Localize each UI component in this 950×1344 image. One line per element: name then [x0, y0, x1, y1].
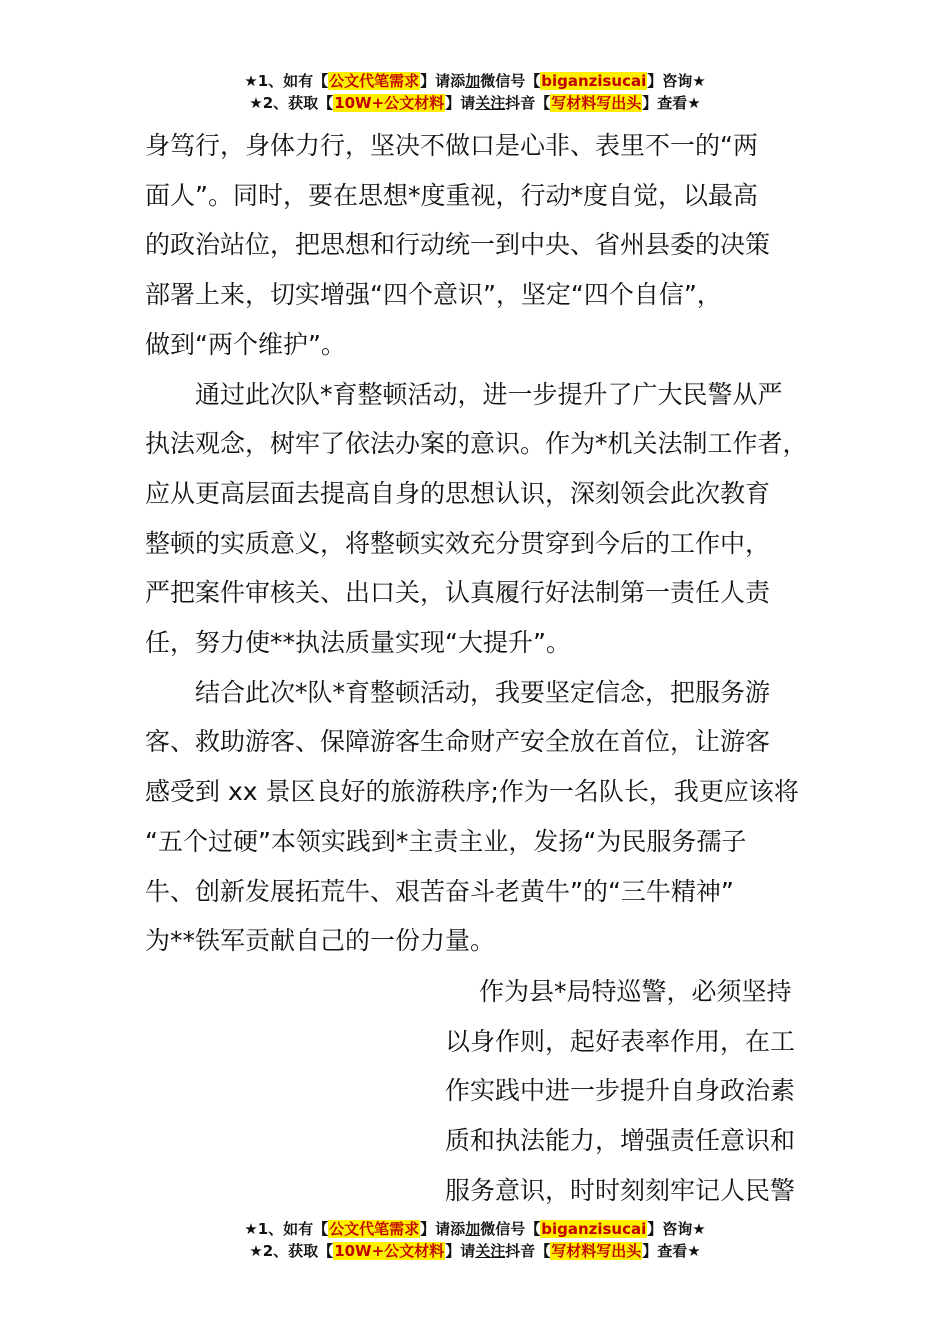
text-line: 结合此次*队*育整顿活动，我要坚定信念，把服务游 — [145, 677, 771, 707]
text-line: 面人”。同时，要在思想*度重视，行动*度自觉，以最高 — [145, 180, 758, 210]
banner-line-2 — [0, 92, 950, 114]
paragraph-3 — [145, 668, 835, 966]
banner-line-1 — [0, 70, 950, 92]
banner-underlined-text: 加 — [465, 1220, 481, 1238]
paragraph-2 — [145, 370, 835, 668]
text-line: 通过此次队*育整顿活动，进一步提升了广大民警从严 — [145, 379, 783, 409]
text-line: 应从更高层面去提高自身的思想认识，深刻领会此次教育 — [145, 478, 771, 508]
banner-highlight-wechat-id: biganzisucai — [541, 72, 647, 90]
banner-highlight-ghostwriting: 公文代笔需求 — [329, 1220, 420, 1238]
banner-text: ★2、获取【 — [249, 94, 334, 112]
top-banner — [0, 70, 950, 114]
banner-highlight-materials: 10W+公文材料 — [334, 94, 445, 112]
text-line: 以身作则，起好表率作用，在工 — [445, 1026, 796, 1056]
text-line: 作实践中进一步提升自身政治素 — [445, 1076, 796, 1106]
text-line: 执法观念，树牢了依法办案的意识。作为*机关法制工作者， — [145, 429, 808, 459]
banner-line-1 — [0, 1218, 950, 1240]
text-line: 做到“两个维护”。 — [145, 329, 346, 359]
banner-highlight-wechat-id: biganzisucai — [541, 1220, 647, 1238]
banner-text: 微信号【 — [480, 72, 541, 90]
banner-highlight-douyin: 写材料写出头 — [551, 1242, 642, 1260]
banner-text: 】咨询★ — [647, 72, 706, 90]
banner-text: 】查看★ — [642, 1242, 701, 1260]
banner-underlined-text: 加 — [465, 72, 481, 90]
banner-text: 】请添 — [420, 72, 466, 90]
banner-text: ★1、如有【 — [244, 72, 329, 90]
bottom-banner — [0, 1218, 950, 1262]
text-line: 客、救助游客、保障游客生命财产安全放在首位，让游客 — [145, 727, 771, 757]
text-line: 部署上来，切实增强“四个意识”，坚定“四个自信”， — [145, 280, 722, 310]
text-line: 作为县*局特巡警，必须坚持 — [479, 977, 792, 1006]
banner-highlight-ghostwriting: 公文代笔需求 — [329, 72, 420, 90]
banner-highlight-materials: 10W+公文材料 — [334, 1242, 445, 1260]
banner-text: 抖音【 — [505, 1242, 551, 1260]
indented-paragraph — [445, 967, 825, 1216]
paragraph-1 — [145, 121, 835, 370]
text-line: 牛、创新发展拓荒牛、艰苦奋斗老黄牛”的“三牛精神” — [145, 876, 734, 906]
banner-text: ★1、如有【 — [244, 1220, 329, 1238]
banner-text: ★2、获取【 — [249, 1242, 334, 1260]
banner-text: 】请 — [445, 94, 476, 112]
banner-text: 】咨询★ — [647, 1220, 706, 1238]
banner-underlined-text: 关注 — [475, 94, 506, 112]
text-line: 为**铁军贡献自己的一份力量。 — [145, 926, 496, 956]
text-line: 身笃行，身体力行，坚决不做口是心非、表里不一的“两 — [145, 131, 758, 160]
banner-line-2 — [0, 1240, 950, 1262]
banner-text: 】查看★ — [642, 94, 701, 112]
text-line: “五个过硬”本领实践到*主责主业，发扬“为民服务孺子 — [145, 826, 747, 856]
text-line: 任，努力使**执法质量实现“大提升”。 — [145, 628, 571, 658]
banner-highlight-douyin: 写材料写出头 — [551, 94, 642, 112]
text-line: 服务意识，时时刻刻牢记人民警 — [445, 1175, 796, 1205]
text-line: 整顿的实质意义，将整顿实效充分贯穿到今后的工作中， — [145, 528, 771, 558]
banner-text: 抖音【 — [505, 94, 551, 112]
text-line: 感受到 xx 景区良好的旅游秩序;作为一名队长，我更应该将 — [145, 777, 799, 807]
banner-underlined-text: 关注 — [475, 1242, 506, 1260]
text-line: 的政治站位，把思想和行动统一到中央、省州县委的决策 — [145, 230, 771, 260]
banner-text: 】请添 — [420, 1220, 466, 1238]
banner-text: 微信号【 — [480, 1220, 541, 1238]
document-body — [145, 121, 835, 966]
banner-text: 】请 — [445, 1242, 476, 1260]
text-line: 质和执法能力，增强责任意识和 — [445, 1126, 796, 1156]
text-line: 严把案件审核关、出口关，认真履行好法制第一责任人责 — [145, 578, 771, 608]
